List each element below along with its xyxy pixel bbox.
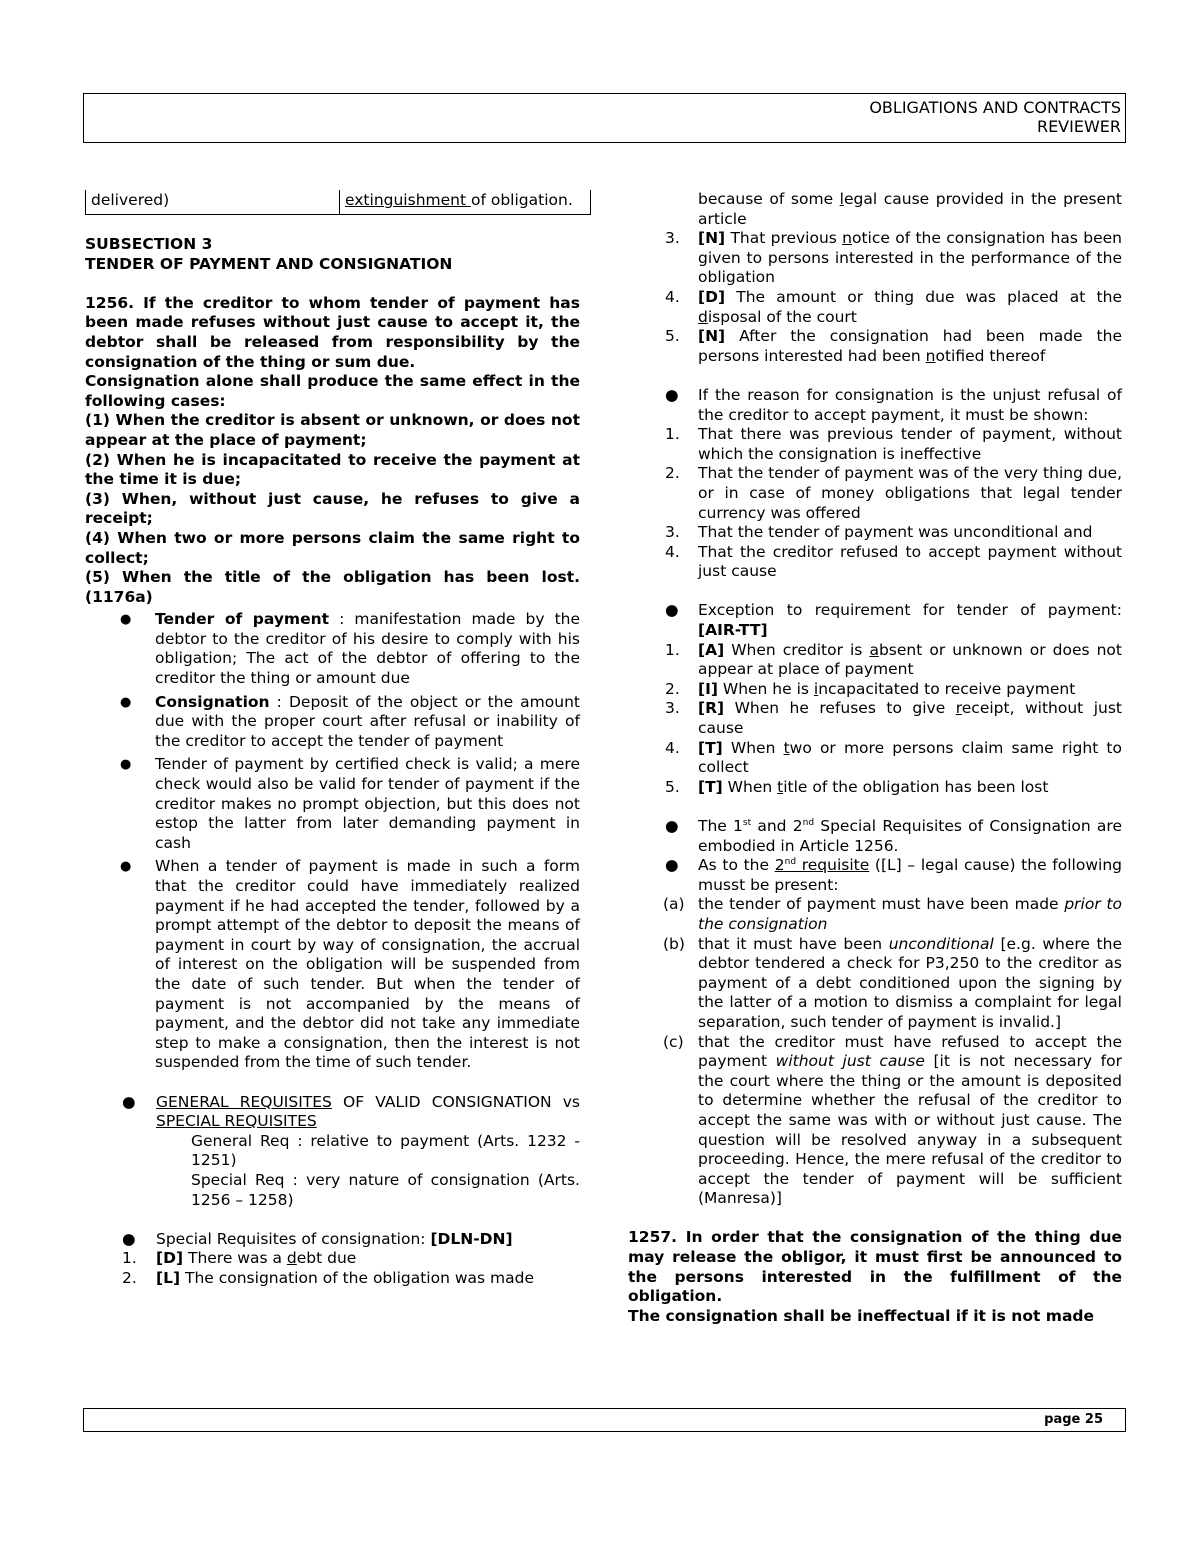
list-item: 3. [N] That previous notice of the consignation has been given to persons interested in the performance of the obligation (665, 229, 1122, 287)
list-item: 5. [N] After the consignation had been made the persons interested had been notified thereof (665, 327, 1122, 365)
list-item: ● When a tender of payment is made in such a form that the creditor could have immediately realized payment if he had accepted the tender, followed by a prompt attempt of the debtor to deposit the means of payment in court by way of consignation, the accrual of interest on the obligation will be suspended from the date of such tender. But when the tender of payment is not accompanied by the means of payment, and the debtor did not take any immediate step to make a consignation, then the interest is not suspended from the time of such tender. (85, 857, 580, 1073)
list-item: ● The 1st and 2nd Special Requisites of Consignation are embodied in Article 1256. (628, 817, 1122, 856)
article-1256-case: (3) When, without just cause, he refuses to give a receipt; (85, 489, 580, 528)
list-item: 2. [L] The consignation of the obligation was made (122, 1268, 534, 1287)
list-item: (a) the tender of payment must have been made prior to the consignation (663, 895, 1122, 933)
list-item: 5. [T] When title of the obligation has been lost (665, 777, 1049, 796)
article-1256-case: (1) When the creditor is absent or unknown, or does not appear at the place of payment; (85, 411, 580, 449)
article-1256-cases-intro: Consignation alone shall produce the same effect in the following cases: (85, 372, 580, 410)
bullet-icon: ● (665, 385, 679, 404)
header-subtitle: REVIEWER (1036, 117, 1121, 136)
left-column (85, 190, 580, 1288)
bullet-icon: ● (665, 856, 679, 875)
list-item: ● GENERAL REQUISITES OF VALID CONSIGNATION vs SPECIAL REQUISITES (85, 1093, 580, 1132)
list-item: 3. That the tender of payment was unconditional and (665, 523, 1093, 542)
list-item: ● As to the 2nd requisite ([L] – legal cause) the following musst be present: (628, 856, 1122, 895)
list-item: ● Tender of payment : manifestation made by the debtor to the creditor of his desire to comply with his obligation; The act of the debtor of offering to the creditor the thing or amount due (85, 610, 580, 688)
article-1257-text: The consignation shall be ineffectual if it is not made (628, 1306, 1095, 1325)
subsection-number: SUBSECTION 3 (85, 235, 213, 253)
list-item: 1. That there was previous tender of payment, without which the consignation is ineffective (665, 425, 1122, 463)
header-title: OBLIGATIONS AND CONTRACTS (869, 98, 1121, 117)
list-item: ● Consignation : Deposit of the object or the amount due with the proper court after refusal or inability of the creditor to accept the tender of payment (85, 693, 580, 752)
bullet-icon: ● (120, 859, 132, 875)
list-item: 4. [D] The amount or thing due was placed at the disposal of the court (665, 287, 1122, 326)
general-requisites: General Req : relative to payment (Arts. 1232 - 1251) (191, 1131, 580, 1170)
article-1257-text: 1257. In order that the consignation of the thing due may release the obligor, it must first be announced to the persons interested in the fulfillment of the obligation. (628, 1228, 1122, 1306)
list-item: 4. [T] When two or more persons claim same right to collect (665, 738, 1122, 777)
list-item: ● Exception to requirement for tender of payment: [AIR-TT] (628, 601, 1122, 640)
special-requisites: Special Req : very nature of consignation (Arts. 1256 – 1258) (191, 1170, 580, 1209)
article-1256-case: (5) When the title of the obligation has been lost. (1176a) (85, 568, 580, 606)
table-row (85, 190, 591, 215)
list-item-continued: because of some legal cause provided in the present article (698, 190, 1122, 228)
list-item: ● Tender of payment by certified check is valid; a mere check would also be valid for tender of payment if the creditor makes no prompt objection, but this does not estop the latter from later demanding payment in cash (85, 755, 580, 853)
list-item: 1. [D] There was a debt due (122, 1249, 357, 1268)
list-item: (b) that it must have been unconditional [e.g. where the debtor tendered a check for P3,250 to the creditor as payment of a debt conditioned upon the signing by the latter of a motion to dismiss a complaint for legal separation, such tender of payment is invalid.] (663, 934, 1122, 1031)
list-item: ● If the reason for consignation is the unjust refusal of the creditor to accept payment, it must be shown: (628, 386, 1122, 425)
table-cell-left: delivered) (86, 190, 340, 214)
article-1256-case: (4) When two or more persons claim the same right to collect; (85, 528, 580, 567)
list-item: 1. [A] When creditor is absent or unknown or does not appear at place of payment (665, 640, 1122, 679)
right-column (628, 190, 1122, 1326)
bullet-icon: ● (665, 601, 679, 620)
article-1256-text: 1256. If the creditor to whom tender of payment has been made refuses without just cause to accept it, the debtor shall be released from responsibility by the consignation of the thing or sum due. (85, 293, 580, 371)
table-cell-right: extinguishment of obligation. (345, 191, 573, 209)
bullet-icon: ● (120, 612, 132, 628)
bullet-icon: ● (665, 817, 679, 835)
list-item: 2. That the tender of payment was of the very thing due, or in case of money obligations that legal tender currency was offered (665, 464, 1122, 522)
list-item: (c) that the creditor must have refused to accept the payment without just cause [it is not necessary for the court where the thing or the amount is deposited to determine whether the refusal of the creditor to accept the same was with or without just cause. The question will be resolved anyway in a subsequent proceeding. Hence, the mere refusal of the creditor to accept the tender of payment will be sufficient (Manresa)] (663, 1032, 1122, 1208)
bullet-icon: ● (122, 1229, 136, 1248)
bullet-icon: ● (120, 757, 132, 773)
article-1256-case: (2) When he is incapacitated to receive the payment at the time it is due; (85, 450, 580, 489)
subsection-title: TENDER OF PAYMENT AND CONSIGNATION (85, 254, 453, 273)
bullet-icon: ● (120, 694, 132, 710)
page-footer (83, 1408, 1126, 1432)
page-number: page 25 (1044, 1412, 1103, 1427)
page-header (83, 93, 1126, 143)
list-item: 2. [I] When he is incapacitated to receive payment (665, 679, 1076, 698)
list-item: 4. That the creditor refused to accept payment without just cause (665, 542, 1122, 581)
list-item: 3. [R] When he refuses to give receipt, without just cause (665, 699, 1122, 738)
list-item: ● Special Requisites of consignation: [DLN-DN] (85, 1230, 580, 1250)
bullet-icon: ● (122, 1092, 136, 1111)
